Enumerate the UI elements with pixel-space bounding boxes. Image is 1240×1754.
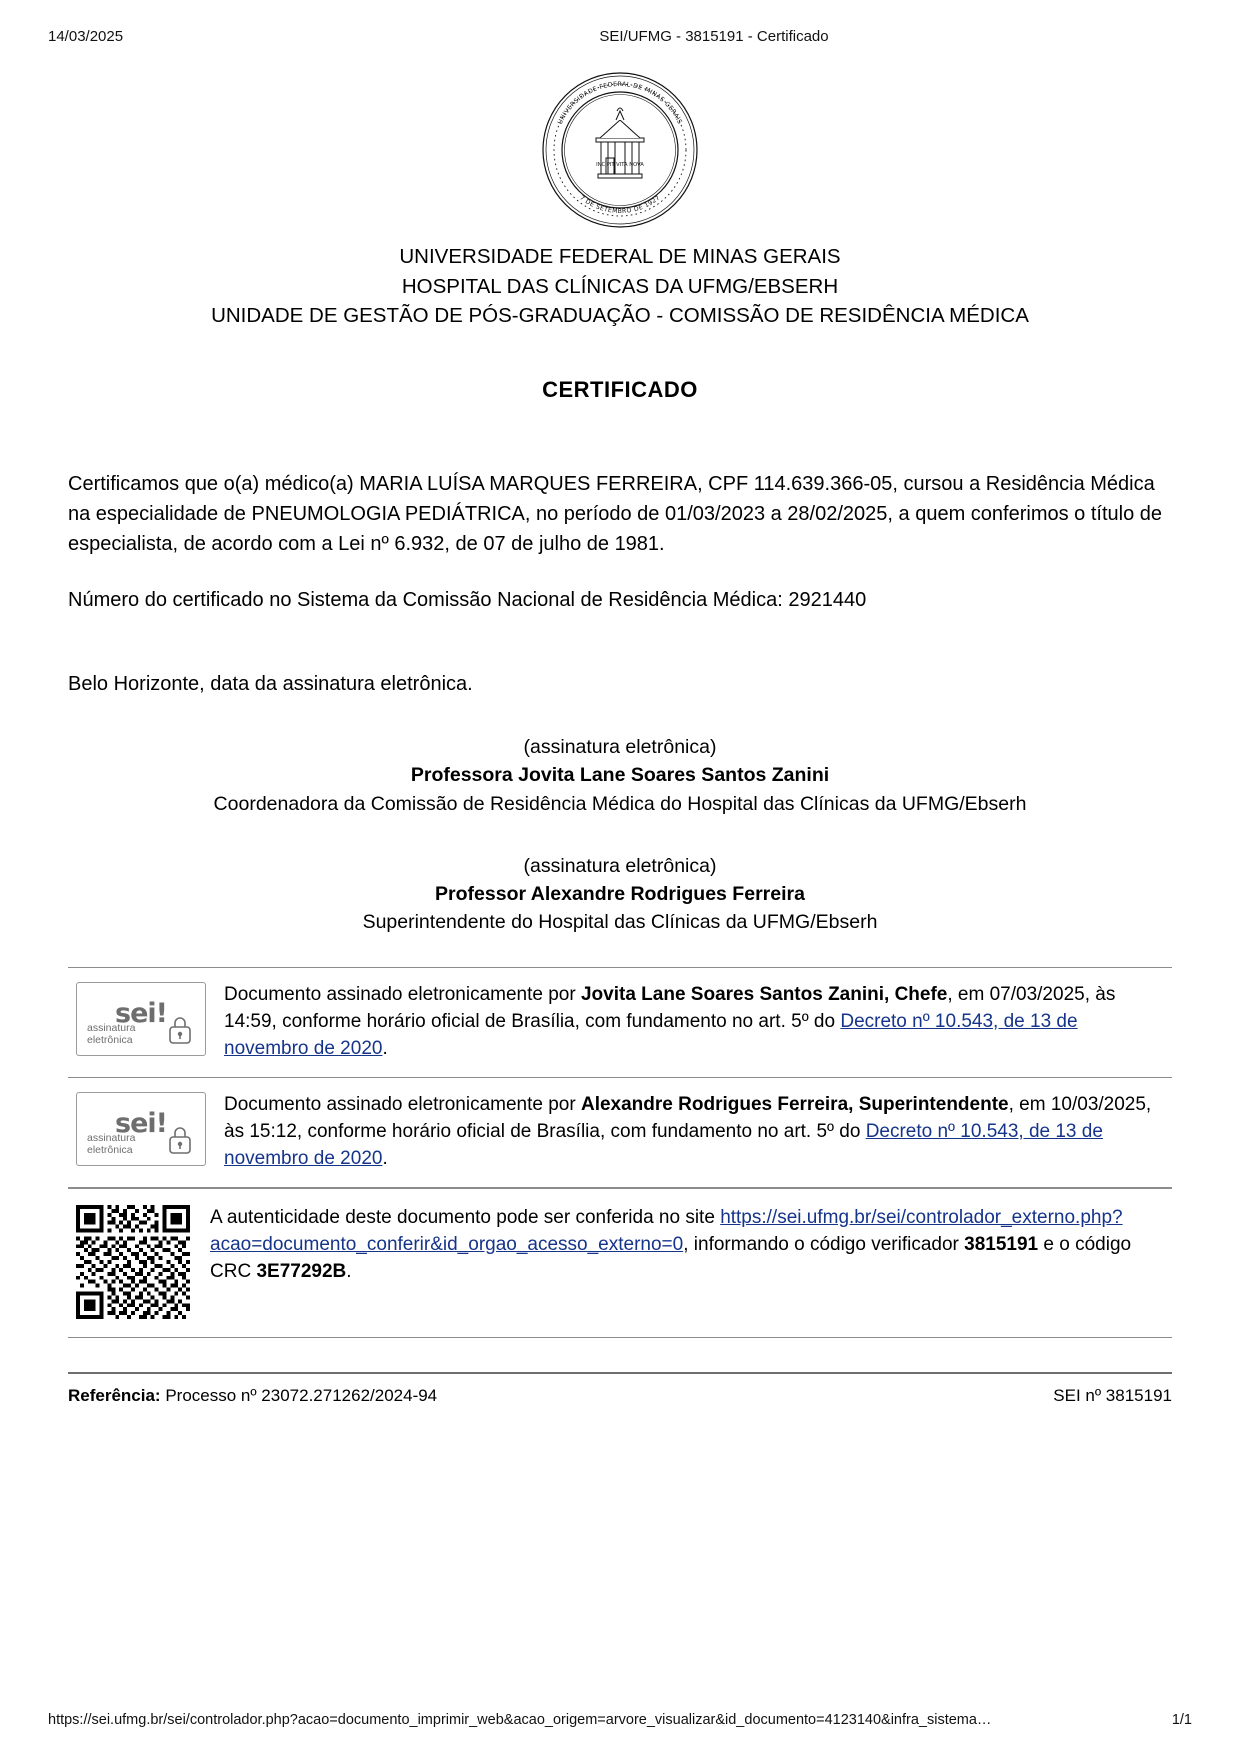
sei-text-before: Documento assinado eletronicamente por [224, 1093, 581, 1115]
org-line-1: UNIVERSIDADE FEDERAL DE MINAS GERAIS [399, 245, 841, 268]
print-title: SEI/UFMG - 3815191 - Certificado [599, 28, 829, 45]
crc-code: 3E77292B [256, 1260, 347, 1282]
sei-badge-subtitle: assinatura eletrônica [87, 1132, 136, 1156]
sei-badge-subtitle: assinatura eletrônica [87, 1022, 136, 1046]
page-title: CERTIFICADO [542, 377, 698, 403]
print-page-number: 1/1 [1171, 1712, 1192, 1728]
org-line-3: UNIDADE DE GESTÃO DE PÓS-GRADUAÇÃO - COMISSÃO DE RESIDÊNCIA MÉDICA [211, 304, 1029, 328]
sei-badge-word: sei! [115, 998, 167, 1030]
organization-header [68, 242, 1172, 331]
sei-signature-text [224, 1092, 1172, 1173]
sei-signature-badge-icon [76, 982, 206, 1056]
sei-signature-row [68, 1077, 1172, 1188]
sei-signature-text [224, 982, 1172, 1063]
decreto-link[interactable]: Decreto nº 10.543, de 13 de novembro de 2020 [224, 1120, 1103, 1169]
signature-role: Coordenadora da Comissão de Residência Médica do Hospital das Clínicas da UFMG/Ebserh [213, 792, 1027, 815]
sei-badge-word: sei! [115, 1108, 167, 1140]
sei-text-before: Documento assinado eletronicamente por [224, 983, 581, 1005]
org-line-2: HOSPITAL DAS CLÍNICAS DA UFMG/EBSERH [401, 274, 839, 298]
signature-block-1 [68, 733, 1172, 818]
signature-prefix: (assinatura eletrônica) [523, 736, 717, 759]
sei-signer-name: Alexandre Rodrigues Ferreira, Superintendente [580, 1093, 1009, 1115]
authenticity-text-middle: , informando o código verificador [683, 1233, 965, 1255]
certificate-paragraph-2: Número do certificado no Sistema da Comissão Nacional de Residência Médica: 2921440 [68, 589, 867, 612]
signature-name: Professora Jovita Lane Soares Santos Zanini [410, 764, 830, 787]
authenticity-row [68, 1188, 1172, 1338]
signature-name: Professor Alexandre Rodrigues Ferreira [435, 883, 805, 906]
sei-text-after: . [382, 1037, 388, 1059]
verification-code: 3815191 [964, 1233, 1039, 1255]
certificate-paragraph-3: Belo Horizonte, data da assinatura eletrônica. [68, 673, 473, 696]
sei-text-middle: , em 07/03/2025, às 14:59, conforme horário oficial de Brasília, com fundamento no art. 5º do [224, 983, 1116, 1032]
sei-signature-row [68, 967, 1172, 1077]
lock-icon [167, 1125, 193, 1155]
sei-text-middle: , em 10/03/2025, às 15:12, conforme horário oficial de Brasília, com fundamento no art. 5º do [224, 1093, 1152, 1142]
reference-process [68, 1386, 437, 1406]
reference-value: Processo nº 23072.271262/2024-94 [160, 1385, 438, 1405]
authenticity-text-after: . [346, 1260, 352, 1282]
certificate-body [68, 469, 1172, 699]
authenticity-link[interactable]: https://sei.ufmg.br/sei/controlador_externo.php?acao=documento_conferir&id_orgao_acesso_externo=0 [210, 1206, 1123, 1255]
sei-signature-badge-icon [76, 1092, 206, 1166]
signature-role: Superintendente do Hospital das Clínicas da UFMG/Ebserh [362, 911, 878, 934]
ufmg-seal-wrap [68, 70, 1172, 230]
print-url: https://sei.ufmg.br/sei/controlador.php?acao=documento_imprimir_web&acao_origem=arvore_visualizar&id_documento=4123140&infra_sistema… [48, 1712, 992, 1728]
sei-signature-list [68, 967, 1172, 1338]
reference-label: Referência: [68, 1385, 161, 1405]
decreto-link[interactable]: Decreto nº 10.543, de 13 de novembro de 2020 [224, 1010, 1078, 1059]
authenticity-text-middle-2: e o código CRC [210, 1233, 1132, 1282]
print-header [0, 28, 1240, 45]
ufmg-seal-icon [540, 70, 700, 230]
sei-text-after: . [382, 1147, 388, 1169]
lock-icon [167, 1015, 193, 1045]
reference-row [68, 1372, 1172, 1406]
qr-code-icon [76, 1205, 190, 1319]
certificate-paragraph-1: Certificamos que o(a) médico(a) MARIA LUÍSA MARQUES FERREIRA, CPF 114.639.366-05, cursou a Residência Médica na especialidade de PNEUMOLOGIA PEDIÁTRICA, no período de 01/03/2023 a 28/02/2025, a quem conferimos o título de especialista, de acordo com a Lei nº 6.932, de 07 de julho de 1981. [68, 473, 1162, 556]
signature-prefix: (assinatura eletrônica) [523, 854, 717, 877]
authenticity-text-before: A autenticidade deste documento pode ser conferida no site [210, 1206, 721, 1228]
print-date: 14/03/2025 [48, 28, 124, 45]
svg-text:INCIPIT VITA NOVA: INCIPIT VITA NOVA [596, 162, 644, 168]
svg-text:UNIVERSIDADE FEDERAL DE MINAS: UNIVERSIDADE FEDERAL DE MINAS GERAIS [556, 80, 684, 126]
sei-number: SEI nº 3815191 [1053, 1385, 1172, 1405]
svg-text:7 DE SETEMBRO DE 1927: 7 DE SETEMBRO DE 1927 [578, 194, 662, 216]
authenticity-text [210, 1205, 1172, 1286]
print-footer [0, 1712, 1240, 1728]
signature-block-2 [68, 852, 1172, 937]
sei-signer-name: Jovita Lane Soares Santos Zanini, Chefe [580, 983, 948, 1005]
document-content [68, 62, 1172, 1406]
